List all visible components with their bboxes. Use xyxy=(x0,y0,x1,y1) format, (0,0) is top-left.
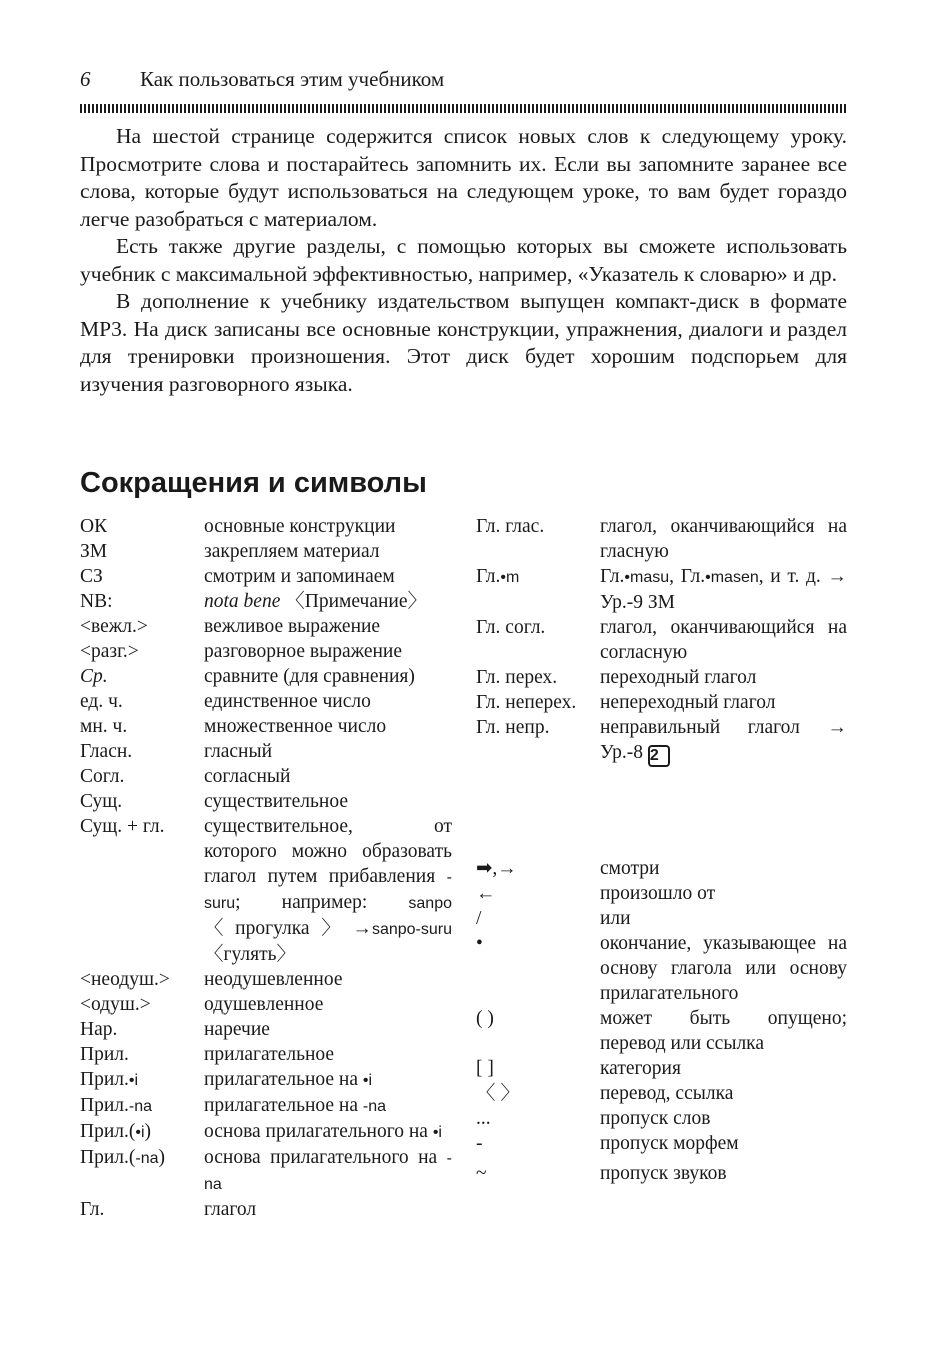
symbol: / xyxy=(476,908,482,929)
abbr-row xyxy=(80,614,452,639)
symbol: ➡,→ xyxy=(476,858,517,879)
abbr-desc: глагол, оканчивающийся на гласную xyxy=(600,516,847,562)
abbr-term: ОК xyxy=(80,516,108,537)
abbr-row xyxy=(80,564,452,589)
paragraph: Есть также другие разделы, с помощью которых вы сможете использовать учебник с максимальной эффективностью, например, «Указатель к словарю» и др. xyxy=(80,234,847,286)
abbr-row xyxy=(80,739,452,764)
abbr-term: ЗМ xyxy=(80,541,108,562)
abbr-desc: согласный xyxy=(204,766,291,787)
abbr-term: Гл. перех. xyxy=(476,667,558,688)
abbr-row xyxy=(80,714,452,739)
suffix-i: •i xyxy=(362,1072,373,1089)
abbr-desc-text: 〈гулять〉 xyxy=(204,944,297,965)
suffix-i: •i xyxy=(135,1124,145,1141)
symbol: - xyxy=(476,1133,483,1154)
abbr-row xyxy=(80,589,452,614)
abbr-row xyxy=(80,689,452,714)
symbol-row xyxy=(476,906,847,931)
symbol-row xyxy=(476,1056,847,1081)
abbr-term-text: Прил.( xyxy=(80,1147,136,1168)
abbr-desc: единственное число xyxy=(204,691,371,712)
abbr-desc: вежливое выражение xyxy=(204,616,381,637)
abbr-desc xyxy=(204,589,452,614)
abbr-term: Согл. xyxy=(80,766,125,787)
abbr-term: <разг.> xyxy=(80,641,139,662)
symbol-desc: категория xyxy=(600,1058,681,1079)
symbol-row xyxy=(476,881,847,906)
abbr-desc: разговорное выражение xyxy=(204,641,403,662)
abbr-term-text: Гл. xyxy=(476,566,501,587)
abbr-row xyxy=(80,1017,452,1042)
romaji-word: sanpo xyxy=(408,895,452,912)
abbr-term: Ср. xyxy=(80,666,108,687)
abbr-desc-text: прилагательное на xyxy=(204,1095,363,1116)
abbr-row xyxy=(80,1093,452,1119)
abbr-row xyxy=(80,1067,452,1093)
suffix-na: -na xyxy=(135,1150,159,1167)
symbol-desc: перевод, ссылка xyxy=(600,1083,734,1104)
abbr-desc xyxy=(204,814,452,967)
abbr-desc-text: , Гл. xyxy=(669,566,706,587)
abbr-desc xyxy=(204,1067,452,1093)
abbr-term: Нар. xyxy=(80,1019,118,1040)
abbr-row xyxy=(80,814,452,967)
symbol-desc: пропуск морфем xyxy=(600,1133,739,1154)
abbr-desc: наречие xyxy=(204,1019,270,1040)
abbr-row xyxy=(80,539,452,564)
abbr-desc xyxy=(204,1093,452,1119)
abbr-term xyxy=(80,1067,204,1093)
abbr-desc-text: 〈прогулка〉 xyxy=(204,918,353,939)
abbr-desc: прилагательное xyxy=(204,1044,335,1065)
abbr-row xyxy=(80,1145,452,1197)
symbol-row xyxy=(476,856,847,881)
abbr-term-text: Прил. xyxy=(80,1069,129,1090)
abbr-term: мн. ч. xyxy=(80,716,128,737)
section-title: Сокращения и символы xyxy=(80,467,427,499)
page-number: 6 xyxy=(80,67,91,91)
abbr-row xyxy=(80,514,452,539)
abbr-row xyxy=(476,564,847,615)
boxed-number-icon: 2 xyxy=(648,745,670,767)
header-dotted-rule xyxy=(80,104,847,113)
abbr-row xyxy=(80,1197,452,1222)
abbr-term-text: Прил.( xyxy=(80,1121,136,1142)
running-title: Как пользоваться этим учебником xyxy=(140,67,445,91)
abbr-term: Гл. неперех. xyxy=(476,692,577,713)
abbr-desc-italic: nota bene xyxy=(204,591,281,612)
abbr-desc: неодушевленное xyxy=(204,969,343,990)
symbol-row xyxy=(476,1006,847,1056)
abbr-desc-text: 〈Примечание〉 xyxy=(285,591,427,612)
symbol: ~ xyxy=(476,1163,487,1184)
symbol-desc: смотри xyxy=(600,858,660,879)
abbr-term: СЗ xyxy=(80,566,103,587)
abbr-row xyxy=(80,1042,452,1067)
abbr-desc: множественное число xyxy=(204,716,387,737)
abbr-term: Прил. xyxy=(80,1044,129,1065)
symbol: • xyxy=(476,933,483,954)
abbreviations-left-column xyxy=(80,514,452,1222)
abbr-term xyxy=(80,1145,204,1197)
abbr-desc: существительное xyxy=(204,791,349,812)
intro-text xyxy=(80,123,847,398)
abbreviations-right-column xyxy=(476,514,847,1186)
abbr-desc: сравните (для сравнения) xyxy=(204,666,415,687)
paragraph: На шестой странице содержится список новых слов к следующему уроку. Просмотрите слова и постарайтесь запомнить их. Если вы запомните заранее все слова, которые будут использоваться на следующем уроке, то вам будет гораздо легче разобраться с материалом. xyxy=(80,124,847,231)
symbol-desc: пропуск слов xyxy=(600,1108,711,1129)
abbr-desc xyxy=(204,1119,452,1145)
abbr-term: Сущ. xyxy=(80,791,123,812)
abbr-row xyxy=(80,1119,452,1145)
symbol-desc: произошло от xyxy=(600,883,716,904)
abbr-desc: основные конструкции xyxy=(204,516,396,537)
abbr-desc-text: неправильный глагол → Ур.-8 xyxy=(600,717,847,763)
suffix-masen: •masen xyxy=(705,569,759,586)
abbr-row xyxy=(476,665,847,690)
abbr-desc-text: существительное, от которого можно образовать глагол путем прибавления xyxy=(204,816,452,887)
suffix-suru: -suru xyxy=(204,869,452,912)
abbr-row xyxy=(80,789,452,814)
symbol: ← xyxy=(476,883,496,904)
abbr-desc: закрепляем материал xyxy=(204,541,380,562)
abbr-row xyxy=(476,715,847,767)
abbr-term: <вежл.> xyxy=(80,616,148,637)
suffix-na: -na xyxy=(128,1098,152,1115)
abbr-desc-text: ; например: xyxy=(235,892,409,913)
symbol-row xyxy=(476,1131,847,1156)
symbol-desc: или xyxy=(600,908,631,929)
romaji-word: sanpo-suru xyxy=(371,921,452,938)
abbr-term xyxy=(476,564,600,615)
symbol-row xyxy=(476,1106,847,1131)
symbol: ( ) xyxy=(476,1008,494,1029)
abbr-desc: глагол, оканчивающийся на согласную xyxy=(600,617,847,663)
suffix-i: •i xyxy=(432,1124,442,1141)
symbol-row xyxy=(476,931,847,1006)
abbr-row xyxy=(476,514,847,564)
abbr-row xyxy=(80,639,452,664)
abbr-term: <одуш.> xyxy=(80,994,151,1015)
abbr-term: ед. ч. xyxy=(80,691,123,712)
abbr-term xyxy=(80,1093,204,1119)
abbr-term: Сущ. + гл. xyxy=(80,816,165,837)
abbr-desc-text: Гл. xyxy=(600,566,625,587)
abbr-row xyxy=(80,764,452,789)
abbr-term-text: ) xyxy=(158,1147,165,1168)
abbr-row xyxy=(80,967,452,992)
abbr-term: Гл. глас. xyxy=(476,516,545,537)
suffix-na: -na xyxy=(204,1150,452,1193)
abbr-term: Гл. xyxy=(80,1199,105,1220)
symbol-row xyxy=(476,1161,847,1186)
abbr-desc: смотрим и запоминаем xyxy=(204,566,395,587)
page-header xyxy=(80,66,847,92)
arrow-symbol: → xyxy=(352,918,372,939)
suffix-m: •m xyxy=(500,569,520,586)
abbr-term: Гл. непр. xyxy=(476,717,550,738)
abbr-term: Гласн. xyxy=(80,741,133,762)
symbol: 〈 〉 xyxy=(476,1083,520,1104)
abbr-term: <неодуш.> xyxy=(80,969,170,990)
abbr-desc-text: основа прилагательного на xyxy=(204,1147,447,1168)
abbr-desc-text: , и т. д. → Ур.-9 ЗМ xyxy=(600,566,847,613)
abbr-desc xyxy=(204,1145,452,1197)
abbr-desc: глагол xyxy=(204,1199,257,1220)
abbr-row xyxy=(476,690,847,715)
abbr-term: NB: xyxy=(80,591,113,612)
abbr-desc: гласный xyxy=(204,741,273,762)
symbol: [ ] xyxy=(476,1058,494,1079)
symbol-desc: пропуск звуков xyxy=(600,1163,727,1184)
suffix-i: •i xyxy=(128,1072,139,1089)
abbr-term xyxy=(80,1119,204,1145)
abbr-desc-text: прилагательное на xyxy=(204,1069,363,1090)
paragraph: В дополнение к учебнику издательством выпущен компакт-диск в формате MP3. На диск записаны все основные конструкции, упражнения, диалоги и раздел для тренировки произношения. Этот диск будет хорошим подспорьем для изучения разговорного языка. xyxy=(80,289,847,396)
abbr-desc: одушевленное xyxy=(204,994,324,1015)
abbr-desc xyxy=(600,564,847,615)
abbr-row xyxy=(476,615,847,665)
abbr-desc xyxy=(600,715,847,767)
abbr-desc-text: основа прилагательного на xyxy=(204,1121,433,1142)
abbr-term-text: ) xyxy=(144,1121,152,1142)
abbr-desc: переходный глагол xyxy=(600,667,757,688)
abbr-row xyxy=(80,992,452,1017)
symbol-desc: окончание, указывающее на основу глагола или основу прилагательного xyxy=(600,933,847,1004)
abbr-term-text: Прил. xyxy=(80,1095,129,1116)
spacer xyxy=(476,767,847,856)
abbr-term: Гл. согл. xyxy=(476,617,546,638)
abbr-row xyxy=(80,664,452,689)
suffix-masu: •masu xyxy=(624,569,670,586)
suffix-na: -na xyxy=(362,1098,387,1115)
abbr-desc: непереходный глагол xyxy=(600,692,776,713)
symbol-row xyxy=(476,1081,847,1106)
symbol-desc: может быть опущено; перевод или ссылка xyxy=(600,1008,847,1054)
symbol: ... xyxy=(476,1108,491,1129)
